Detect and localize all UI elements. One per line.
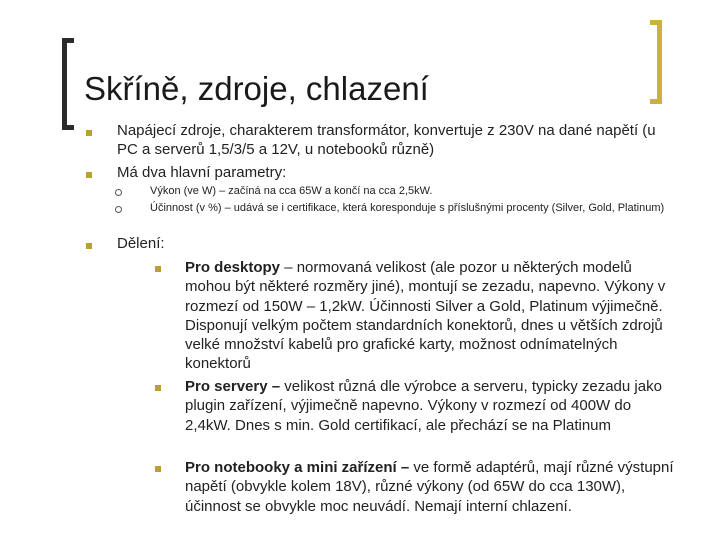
division-notebooks-text: ve formě adaptérů, mají různé výstupní napětí (obvykle kolem 18V), různé výkony (od 65W do cca 130W), účinnost se obvykle moc neuvádí. Nemají interní chlazení. [185, 459, 674, 515]
left-bracket-decoration [62, 38, 74, 130]
division-desktop-text: – normovaná velikost (ale pozor u některých modelů mohou být některé rozměry jiné), montují se zezadu, napevno. Výkony v rozmezí od 150W – 1,2kW. Účinnosti Silver a Gold, Platinum výjimečně. Disponují velkým počtem standardních konektorů, dnes u větších zdrojů velké množství kabelů pro grafické karty, možnost odnímatelných konektorů [185, 259, 666, 373]
bullet-parameters: Má dva hlavní parametry: [117, 164, 287, 181]
division-notebooks [185, 458, 675, 516]
bullet-marker [86, 172, 92, 178]
bullet-marker [86, 130, 92, 136]
division-servers-label: Pro servery – [185, 378, 281, 395]
slide-title: Skříně, zdroje, chlazení [84, 70, 429, 107]
bullet-division: Dělení: [117, 235, 165, 252]
sub-bullet-marker [115, 189, 122, 196]
bullet-power-supply: Napájecí zdroje, charakterem transformátor, konvertuje z 230V na dané napětí (u PC a serverů 1,5/3/5 a 12V, u notebooků různě) [117, 122, 656, 158]
sub-bullet-marker [115, 206, 122, 213]
division-notebooks-label: Pro notebooky a mini zařízení – [185, 459, 410, 476]
sub-bullet-power: Výkon (ve W) – začíná na cca 65W a končí na cca 2,5kW. [150, 185, 433, 197]
division-marker [155, 266, 161, 272]
division-servers [185, 377, 675, 435]
division-marker [155, 385, 161, 391]
right-bracket-decoration [650, 20, 662, 104]
sub-bullet-efficiency: Účinnost (v %) – udává se i certifikace, která koresponduje s příslušnými procenty (Silver, Gold, Platinum) [150, 202, 665, 214]
division-servers-text: velikost různá dle výrobce a serveru, typicky zezadu jako plugin zařízení, výjimečně napevno. Výkony v rozmezí od 400W do 2,4kW. Dnes s min. Gold certifikací, ale přechází se na Platinum [185, 378, 662, 434]
division-desktop-label: Pro desktopy [185, 259, 281, 276]
bullet-marker [86, 243, 92, 249]
division-desktop [185, 258, 675, 374]
division-marker [155, 466, 161, 472]
